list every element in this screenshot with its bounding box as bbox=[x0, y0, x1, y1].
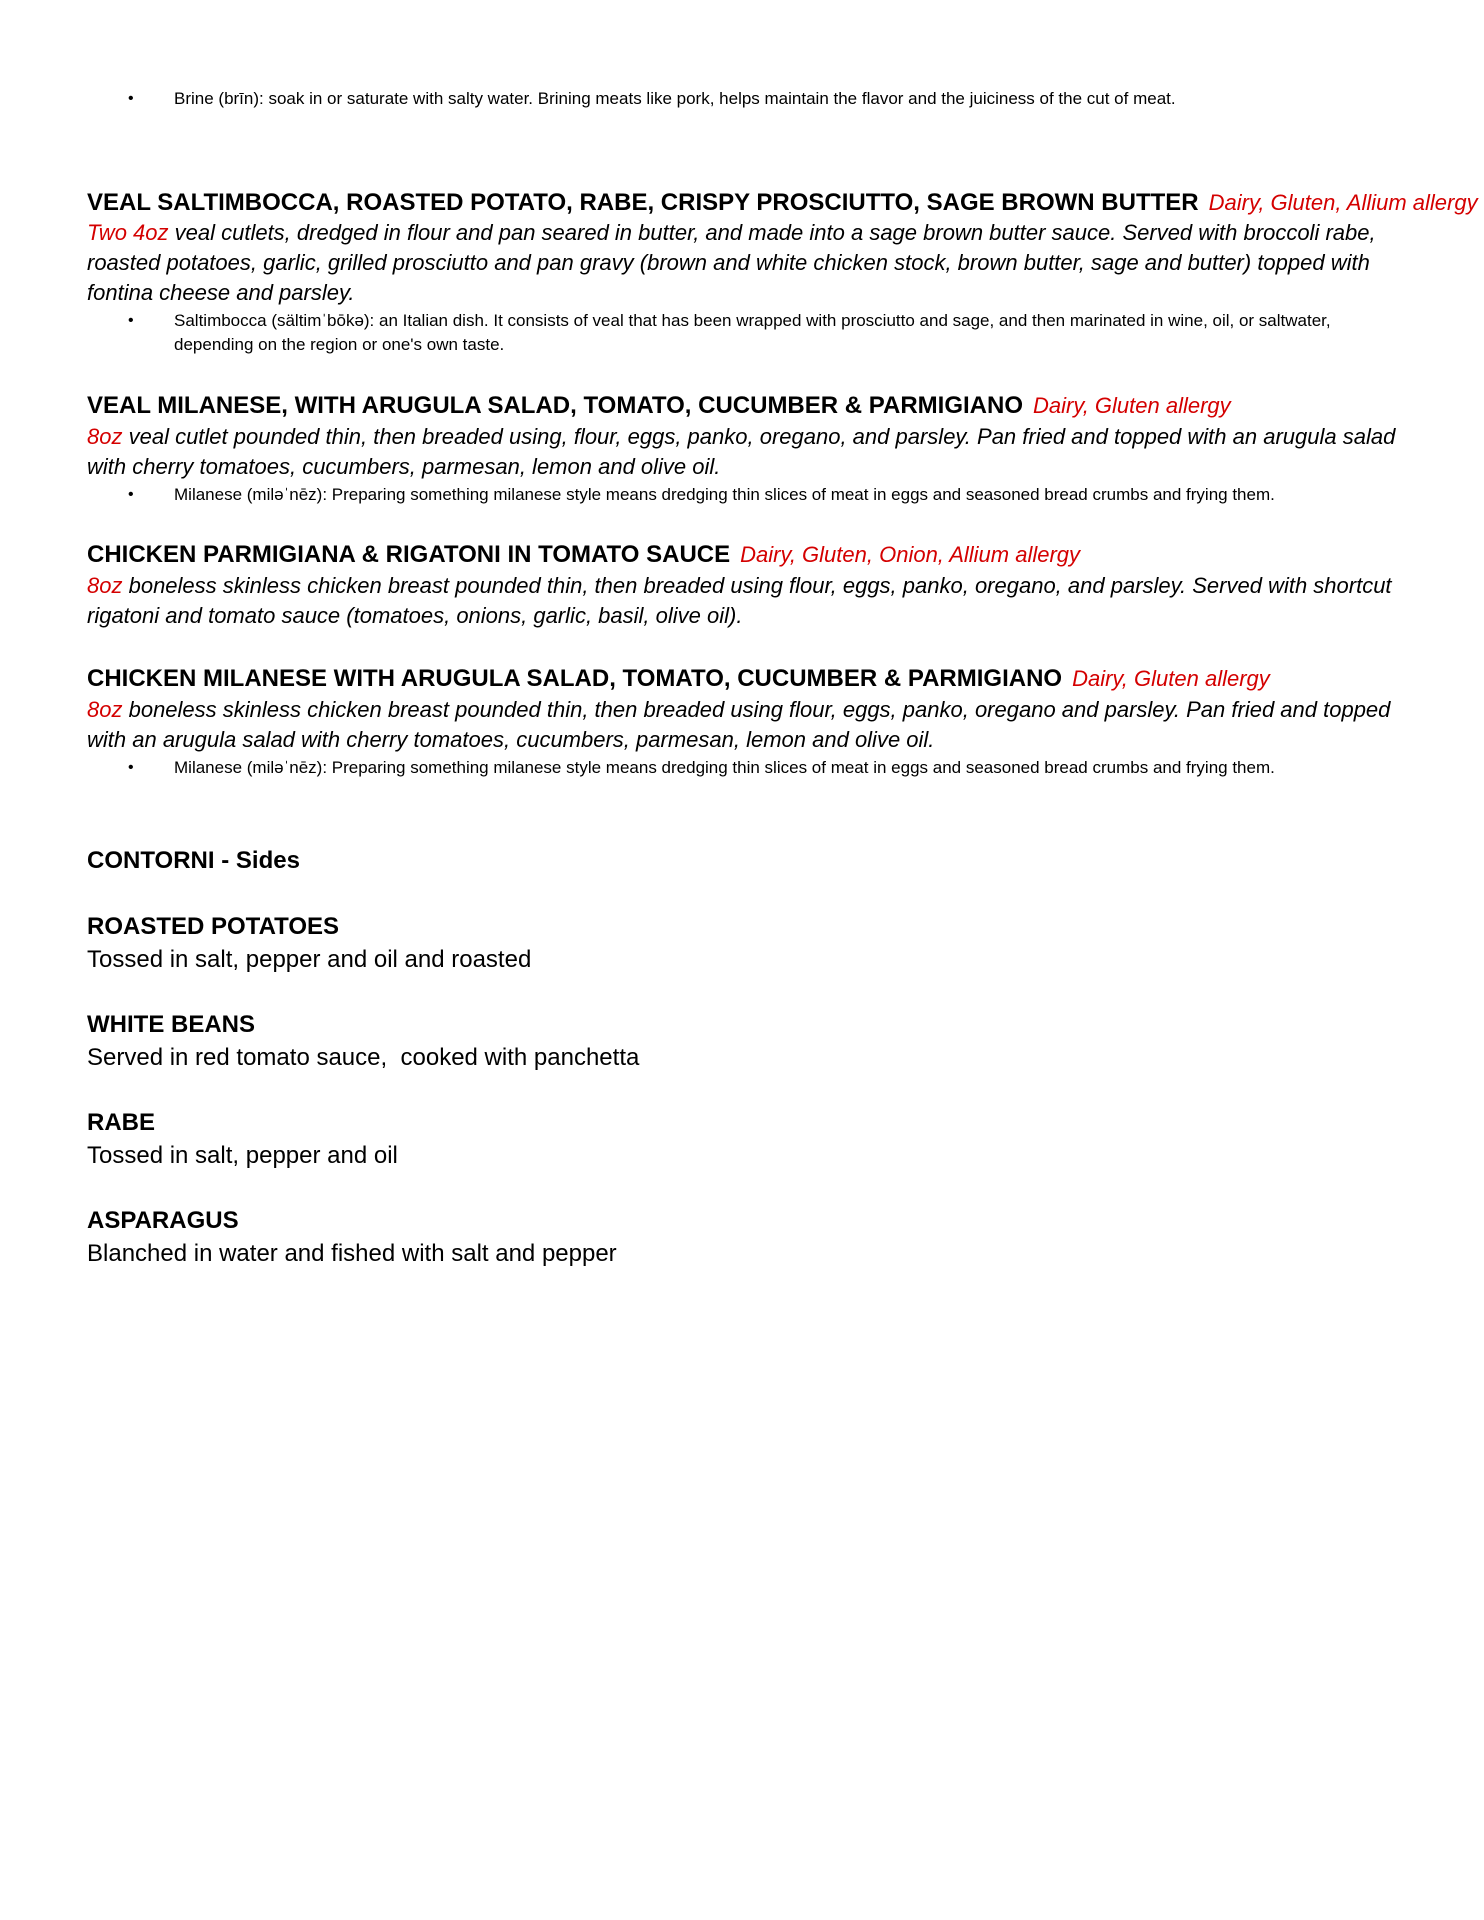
portion-size: 8oz bbox=[87, 573, 123, 598]
side-title-rabe: RABE bbox=[87, 1109, 156, 1136]
side-title-asparagus: ASPARAGUS bbox=[87, 1207, 239, 1234]
allergy-label: Dairy, Gluten allergy bbox=[1072, 666, 1270, 691]
dish-description-veal-saltimbocca bbox=[87, 218, 1407, 308]
side-description-roasted-potatoes: Tossed in salt, pepper and oil and roasted bbox=[87, 946, 532, 973]
description-text: boneless skinless chicken breast pounded thin, then breaded using flour, eggs, panko, oregano, and parsley. Served with shortcut rigatoni and tomato sauce (tomatoes, onions, garlic, basil, olive oil). bbox=[87, 573, 1392, 628]
milanese-note: Milanese (miləˈnēz): Preparing something milanese style means dredging thin slices of meat in eggs and seasoned bread crumbs and frying them. bbox=[174, 485, 1275, 504]
portion-size: 8oz bbox=[87, 424, 123, 449]
dish-name: VEAL MILANESE, WITH ARUGULA SALAD, TOMATO, CUCUMBER & PARMIGIANO bbox=[87, 392, 1023, 419]
dish-name: VEAL SALTIMBOCCA, ROASTED POTATO, RABE, CRISPY PROSCIUTTO, SAGE BROWN BUTTER bbox=[87, 189, 1199, 216]
side-description-rabe: Tossed in salt, pepper and oil bbox=[87, 1142, 398, 1169]
bullet-dot: • bbox=[128, 312, 134, 329]
dish-description-chicken-milanese bbox=[87, 695, 1407, 755]
sides-heading: CONTORNI - Sides bbox=[87, 847, 300, 874]
dish-title-veal-saltimbocca bbox=[87, 188, 1478, 218]
side-title-roasted-potatoes: ROASTED POTATOES bbox=[87, 913, 340, 940]
allergy-label: Dairy, Gluten, Allium allergy bbox=[1208, 190, 1478, 215]
allergy-label: Dairy, Gluten allergy bbox=[1033, 393, 1231, 418]
brine-note: Brine (brīn): soak in or saturate with salty water. Brining meats like pork, helps maintain the flavor and the juiciness of the cut of meat. bbox=[174, 89, 1176, 108]
dish-description-chicken-parmigiana bbox=[87, 571, 1407, 631]
allergy-label: Dairy, Gluten, Onion, Allium allergy bbox=[740, 542, 1081, 567]
side-description-asparagus: Blanched in water and fished with salt and pepper bbox=[87, 1240, 617, 1267]
description-text: boneless skinless chicken breast pounded thin, then breaded using flour, eggs, panko, oregano and parsley. Pan fried and topped with an arugula salad with cherry tomatoes, cucumbers, parmesan, lemon and olive oil. bbox=[87, 697, 1391, 752]
milanese-note: Milanese (miləˈnēz): Preparing something milanese style means dredging thin slices of meat in eggs and seasoned bread crumbs and frying them. bbox=[174, 758, 1275, 777]
bullet-dot: • bbox=[128, 90, 134, 107]
description-text: veal cutlet pounded thin, then breaded using, flour, eggs, panko, oregano, and parsley. Pan fried and topped with an arugula salad with cherry tomatoes, cucumbers, parmesan, lemon and olive oil. bbox=[87, 424, 1396, 479]
dish-name: CHICKEN PARMIGIANA & RIGATONI IN TOMATO SAUCE bbox=[87, 541, 731, 568]
dish-title-veal-milanese bbox=[87, 391, 1407, 421]
dish-description-veal-milanese bbox=[87, 422, 1407, 482]
bullet-dot: • bbox=[128, 759, 134, 776]
bullet-dot: • bbox=[128, 486, 134, 503]
dish-title-chicken-parmigiana bbox=[87, 540, 1407, 570]
dish-title-chicken-milanese bbox=[87, 664, 1407, 694]
description-text: veal cutlets, dredged in flour and pan seared in butter, and made into a sage brown butter sauce. Served with broccoli rabe, roasted potatoes, garlic, grilled prosciutto and pan gravy (brown and white chicken stock, brown butter, sage and butter) topped with fontina cheese and parsley. bbox=[87, 220, 1376, 305]
dish-name: CHICKEN MILANESE WITH ARUGULA SALAD, TOMATO, CUCUMBER & PARMIGIANO bbox=[87, 665, 1063, 692]
portion-size: 8oz bbox=[87, 697, 123, 722]
side-description-white-beans: Served in red tomato sauce, cooked with panchetta bbox=[87, 1044, 640, 1071]
side-title-white-beans: WHITE BEANS bbox=[87, 1011, 255, 1038]
saltimbocca-note: Saltimbocca (sältimˈbōkə): an Italian dish. It consists of veal that has been wrapped with prosciutto and sage, and then marinated in wine, oil, or saltwater, depending on the region or one's own taste. bbox=[174, 311, 1331, 354]
portion-size: Two 4oz bbox=[87, 220, 169, 245]
